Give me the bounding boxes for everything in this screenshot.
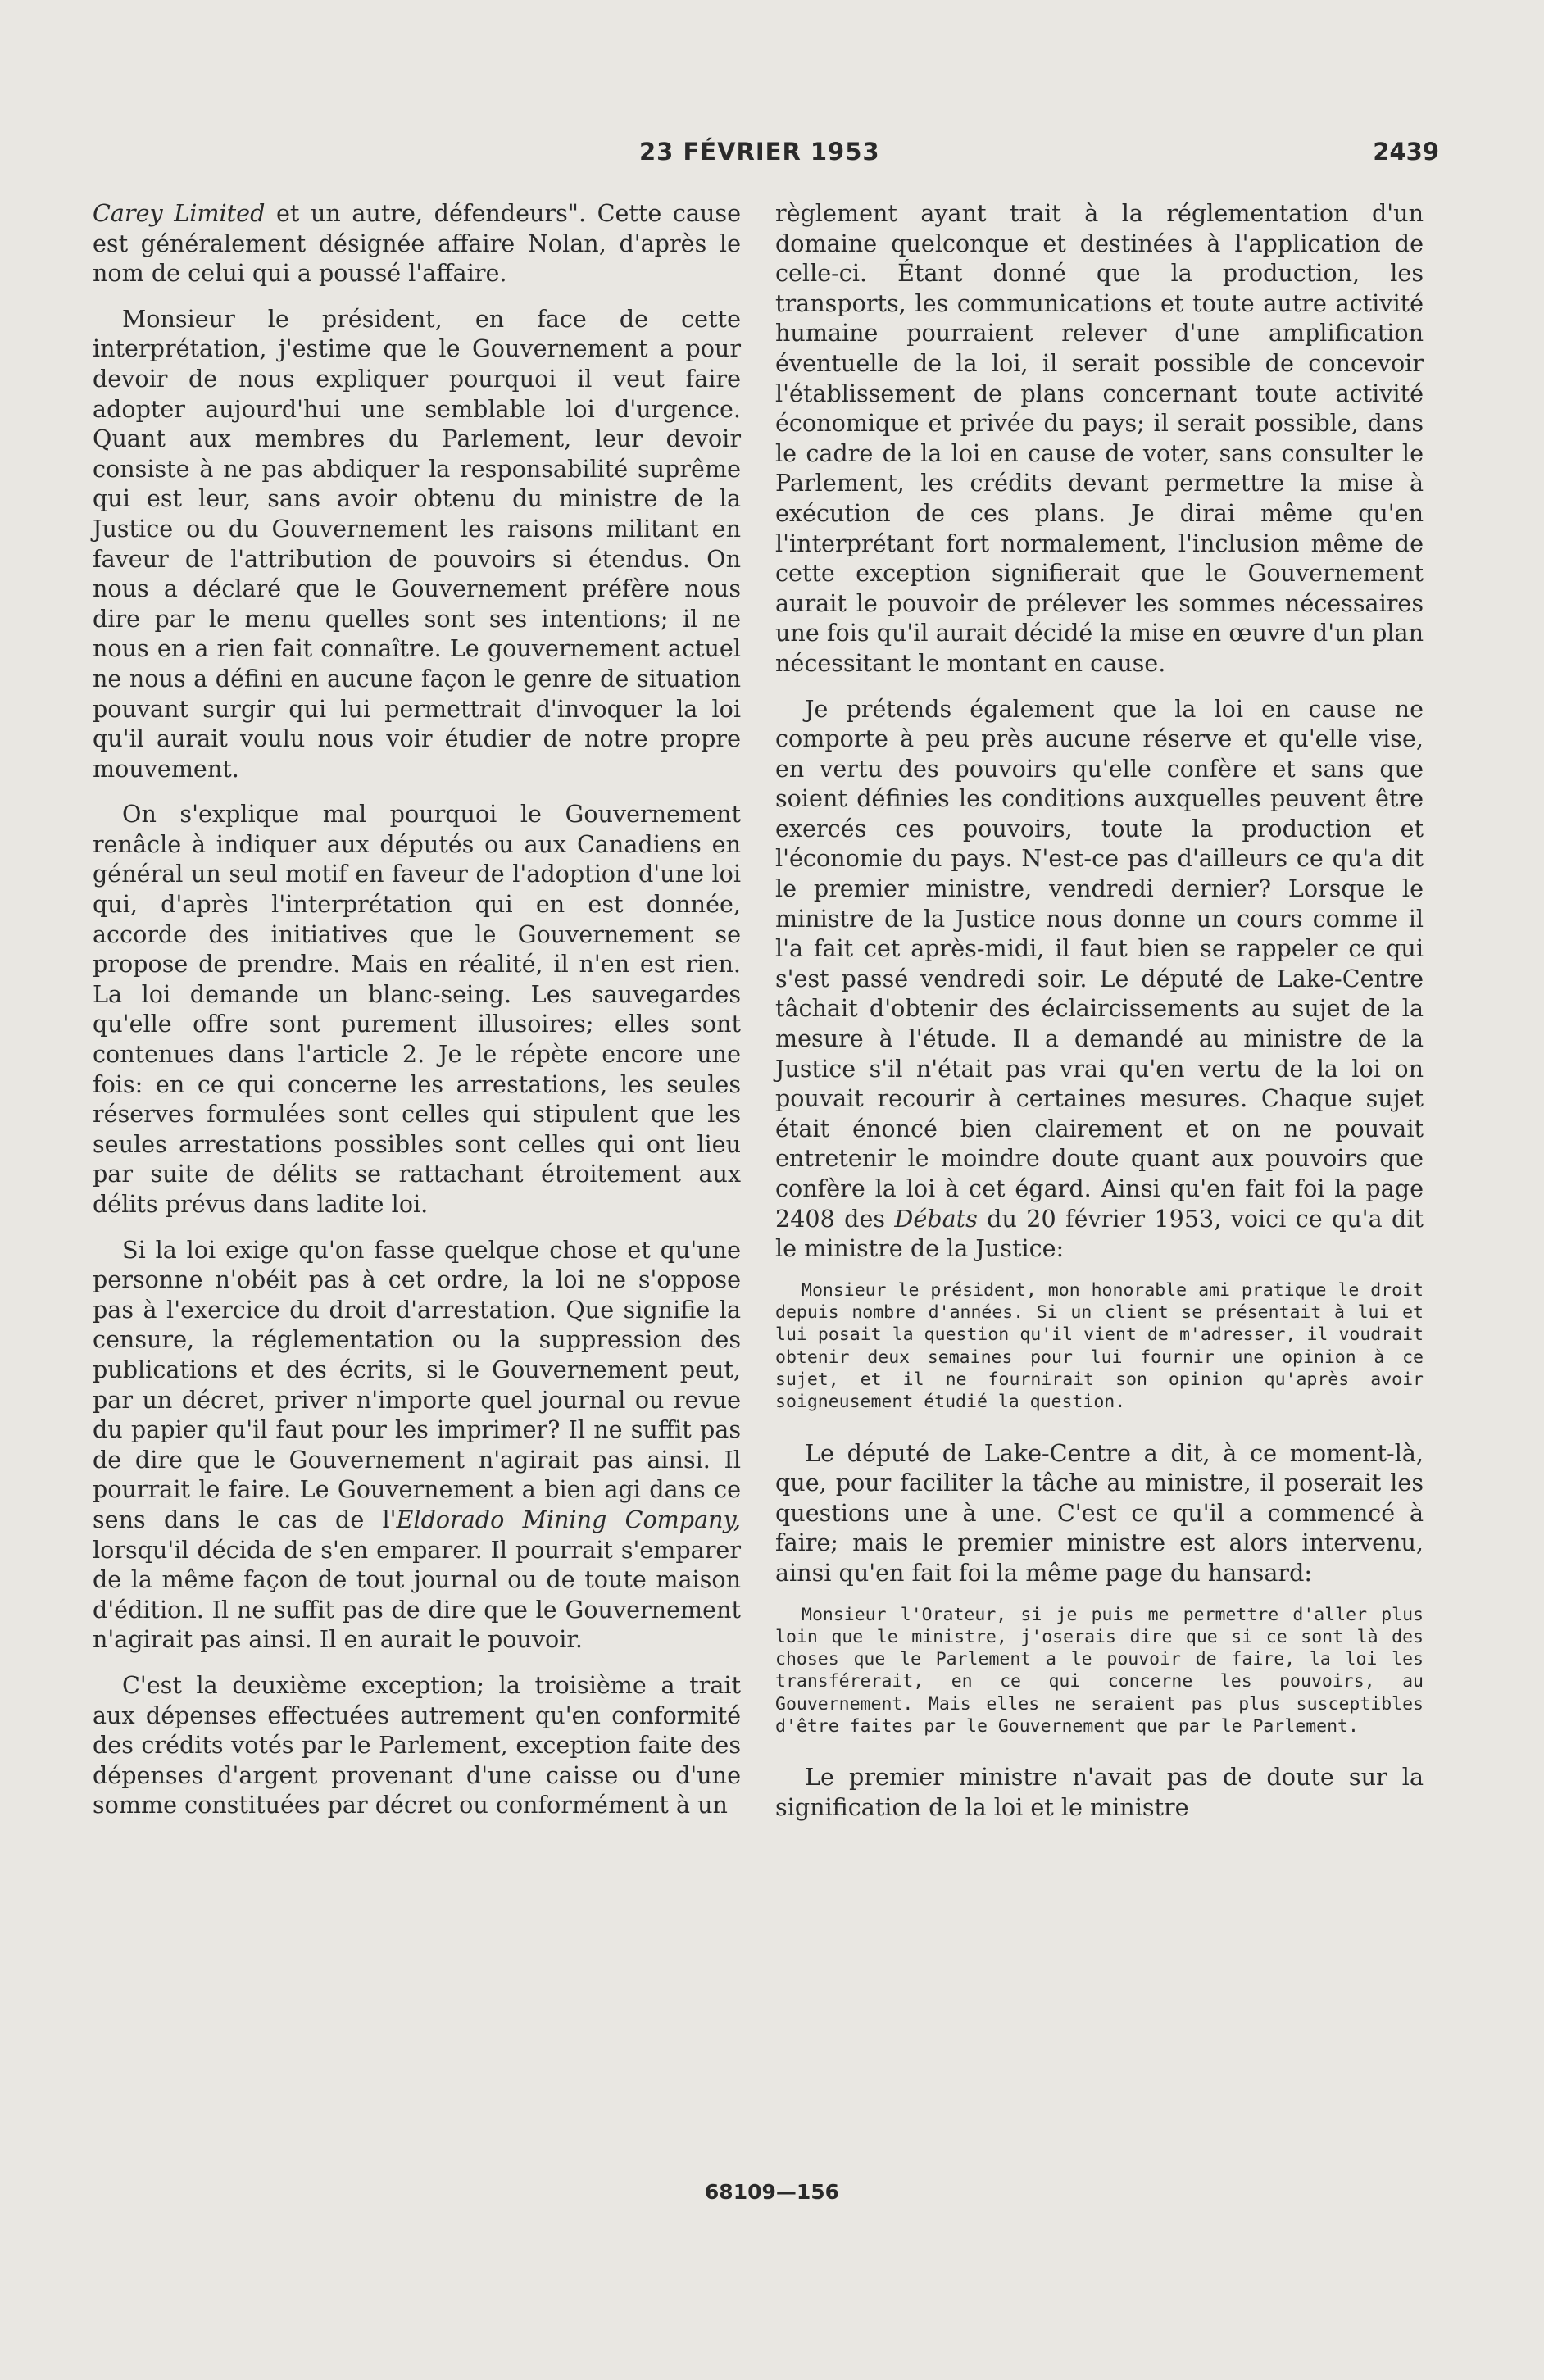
- page-number: 2439: [1373, 138, 1439, 166]
- page-header: [0, 138, 1544, 170]
- left-column: [93, 198, 741, 1836]
- right-column: [775, 198, 1424, 1838]
- paragraph: Le député de Lake-Centre a dit, à ce moment-là, que, pour faciliter la tâche au ministre, il poserait les questions une à une. C'est ce qu'il a commencé à faire; mais le premier ministre est alors intervenu, ainsi qu'en fait foi la même page du hansard:: [775, 1438, 1424, 1587]
- paragraph-text: et un autre, défendeurs". Cette cause est généralement désignée affaire Nolan, d'après le nom de celui qui a poussé l'affaire.: [93, 199, 742, 288]
- italic-name: Eldorado Mining Company,: [396, 1505, 741, 1533]
- paragraph: Le premier ministre n'avait pas de doute sur la signification de la loi et le ministre: [775, 1763, 1424, 1821]
- paragraph: On s'explique mal pourquoi le Gouvernement renâcle à indiquer aux députés ou aux Canadiens en général un seul motif en faveur de l'adoption d'une loi qui, d'après l'interprétation qui en est donnée, accorde des initiatives que le Gouvernement se propose de prendre. Mais en réalité, il n'en est rien. La loi demande un blanc-seing. Les sauvegardes qu'elle offre sont purement illusoires; elles sont contenues dans l'article 2. Je le répète encore une fois: en ce qui concerne les arrestations, les seules réserves formulées sont celles qui stipulent que les seules arrestations possibles sont celles qui ont lieu par suite de délits se rattachant étroitement aux délits prévus dans ladite loi.: [93, 800, 741, 1218]
- paragraph: [93, 198, 741, 288]
- paragraph: C'est la deuxième exception; la troisième a trait aux dépenses effectuées autrement qu'en conformité des crédits votés par le Parlement, exception faite des dépenses d'argent provenant d'une caisse ou d'une somme constituées par décret ou conformément à un: [93, 1670, 741, 1819]
- paragraph: [775, 694, 1424, 1264]
- paragraph-text: du 20 février 1953, voici ce qu'a dit le ministre de la Justice:: [775, 1204, 1424, 1263]
- block-quote: Monsieur l'Orateur, si je puis me permettre d'aller plus loin que le ministre, j'oserais dire que si ce sont là des choses que le Parlement a le pouvoir de faire, la loi les transférerait, en ce qui concerne les pouvoirs, au Gouvernement. Mais elles ne seraient pas plus susceptibles d'être faites par le Gouvernement que par le Parlement.: [775, 1604, 1424, 1737]
- paragraph-text: Si la loi exige qu'on fasse quelque chose et qu'une personne n'obéit pas à cet ordre, la loi ne s'oppose pas à l'exercice du droit d'arrestation. Que signifie la censure, la réglementation ou la suppression des publications et des écrits, si le Gouvernement peut, par un décret, priver n'importe quel journal ou revue du papier qu'il faut pour les imprimer? Il ne suffit pas de dire que le Gouvernement n'agirait pas ainsi. Il pourrait le faire. Le Gouvernement a bien agi dans ce sens dans le cas de l': [93, 1235, 741, 1533]
- paragraph-text: lorsqu'il décida de s'en emparer. Il pourrait s'emparer de la même façon de tout journal ou de toute maison d'édition. Il ne suffit pas de dire que le Gouvernement n'agirait pas ainsi. Il en aurait le pouvoir.: [93, 1535, 741, 1654]
- paragraph: règlement ayant trait à la réglementation d'un domaine quelconque et destinées à l'application de celle-ci. Étant donné que la production, les transports, les communications et toute autre activité humaine pourraient relever d'une amplification éventuelle de la loi, il serait possible de concevoir l'établissement de plans concernant toute activité économique et privée du pays; il serait possible, dans le cadre de la loi en cause de voter, sans consulter le Parlement, les crédits devant permettre la mise à exécution de ces plans. Je dirai même qu'en l'interprétant fort normalement, l'inclusion même de cette exception signifierait que le Gouvernement aurait le pouvoir de prélever les sommes nécessaires une fois qu'il aurait décidé la mise en œuvre d'un plan nécessitant le montant en cause.: [775, 199, 1424, 677]
- italic-name: Carey Limited: [93, 199, 266, 227]
- italic-title: Débats: [894, 1204, 978, 1233]
- paragraph-text: Je prétends également que la loi en cause ne comporte à peu près aucune réserve et qu'elle vise, en vertu des pouvoirs qu'elle confère et sans que soient définies les conditions auxquelles peuvent être exercés ces pouvoirs, toute la production et l'économie du pays. N'est-ce pas d'ailleurs ce qu'a dit le premier ministre, vendredi dernier? Lorsque le ministre de la Justice nous donne un cours comme il l'a fait cet après-midi, il faut bien se rappeler ce qui s'est passé vendredi soir. Le député de Lake-Centre tâchait d'obtenir des éclaircissements au sujet de la mesure à l'étude. Il a demandé au ministre de la Justice s'il n'était pas vrai qu'en vertu de la loi on pouvait recourir à certaines mesures. Chaque sujet était énoncé bien clairement et on ne pouvait entretenir le moindre doute quant aux pouvoirs que confère la loi à cet égard. Ainsi qu'en fait foi la page 2408 des: [775, 694, 1424, 1233]
- page-footer-code: 68109—156: [704, 2180, 840, 2204]
- paragraph: Monsieur le président, en face de cette interprétation, j'estime que le Gouvernement a pour devoir de nous expliquer pourquoi il veut faire adopter aujourd'hui une semblable loi d'urgence. Quant aux membres du Parlement, leur devoir consiste à ne pas abdiquer la responsabilité suprême qui est leur, sans avoir obtenu du ministre de la Justice ou du Gouvernement les raisons militant en faveur de l'attribution de pouvoirs si étendus. On nous a déclaré que le Gouvernement préfère nous dire par le menu quelles sont ses intentions; il ne nous en a rien fait connaître. Le gouvernement actuel ne nous a défini en aucune façon le genre de situation pouvant surgir qui lui permettrait d'invoquer la loi qu'il aurait voulu nous voir étudier de notre propre mouvement.: [93, 304, 741, 783]
- paragraph: [93, 1235, 741, 1655]
- header-date: 23 FÉVRIER 1953: [639, 138, 880, 166]
- block-quote: Monsieur le président, mon honorable ami pratique le droit depuis nombre d'années. Si un client se présentait à lui et lui posait la question qu'il vient de m'adresser, il voudrait obtenir deux semaines pour lui fournir une opinion à ce sujet, et il ne fournirait son opinion qu'après avoir soigneusement étudié la question.: [775, 1279, 1424, 1413]
